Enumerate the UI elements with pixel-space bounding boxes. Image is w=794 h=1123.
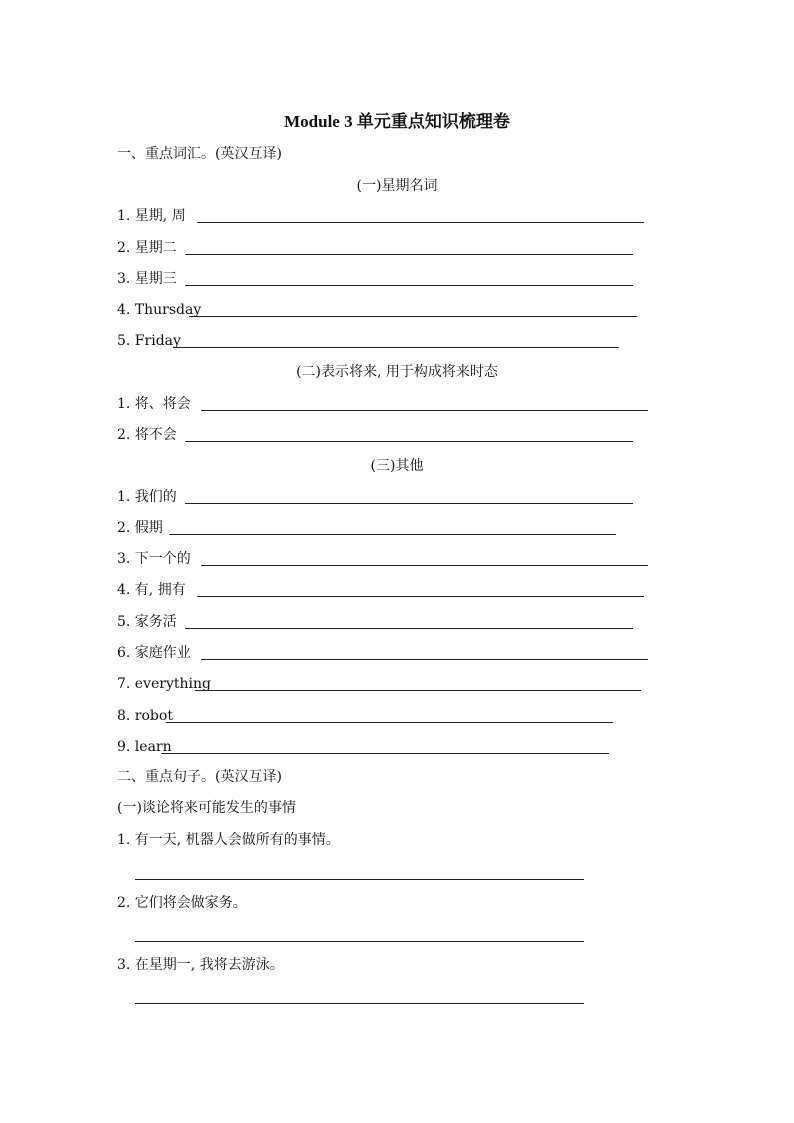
answer-blank[interactable]	[135, 1003, 584, 1004]
vocab-label: 3. 星期三	[117, 271, 177, 287]
vocab-label: 4. 有, 拥有	[117, 582, 186, 598]
answer-blank[interactable]	[161, 753, 609, 754]
vocab-label: 2. 星期二	[117, 240, 177, 256]
vocab-label: 3. 下一个的	[117, 551, 191, 567]
answer-blank[interactable]	[185, 254, 633, 255]
vocab-label: 9. learn	[117, 739, 172, 755]
vocab-label: 4. Thursday	[117, 302, 202, 318]
vocab-label: 1. 将、将会	[117, 396, 191, 412]
vocab-label: 1. 星期, 周	[117, 208, 186, 224]
answer-blank[interactable]	[185, 628, 633, 629]
answer-blank[interactable]	[201, 659, 648, 660]
section2-heading: 二、重点句子。(英汉互译)	[117, 769, 282, 785]
answer-blank[interactable]	[173, 347, 619, 348]
answer-blank[interactable]	[185, 285, 633, 286]
page-title: Module 3 单元重点知识梳理卷	[284, 112, 510, 131]
answer-blank[interactable]	[201, 565, 648, 566]
sentence-prompt: 1. 有一天, 机器人会做所有的事情。	[117, 832, 340, 848]
answer-blank[interactable]	[135, 941, 584, 942]
answer-blank[interactable]	[197, 596, 644, 597]
answer-blank[interactable]	[195, 690, 641, 691]
group-title-other: (三)其他	[370, 458, 424, 474]
answer-blank[interactable]	[185, 441, 633, 442]
answer-blank[interactable]	[166, 722, 613, 723]
answer-blank[interactable]	[189, 316, 637, 317]
answer-blank[interactable]	[135, 879, 584, 880]
vocab-label: 8. robot	[117, 708, 173, 724]
vocab-label: 2. 假期	[117, 520, 163, 536]
vocab-label: 6. 家庭作业	[117, 645, 191, 661]
vocab-label: 5. Friday	[117, 333, 181, 349]
vocab-label: 7. everything	[117, 676, 211, 692]
vocab-label: 2. 将不会	[117, 427, 177, 443]
answer-blank[interactable]	[185, 503, 633, 504]
vocab-label: 1. 我们的	[117, 489, 177, 505]
answer-blank[interactable]	[201, 410, 648, 411]
group-title-weekdays: (一)星期名词	[356, 178, 438, 194]
group-title-future-events: (一)谈论将来可能发生的事情	[117, 800, 296, 816]
vocab-label: 5. 家务活	[117, 614, 177, 630]
sentence-prompt: 2. 它们将会做家务。	[117, 895, 247, 911]
sentence-prompt: 3. 在星期一, 我将去游泳。	[117, 957, 284, 973]
group-title-future: (二)表示将来, 用于构成将来时态	[296, 364, 498, 380]
section1-heading: 一、重点词汇。(英汉互译)	[117, 146, 282, 162]
answer-blank[interactable]	[169, 534, 616, 535]
answer-blank[interactable]	[197, 222, 644, 223]
